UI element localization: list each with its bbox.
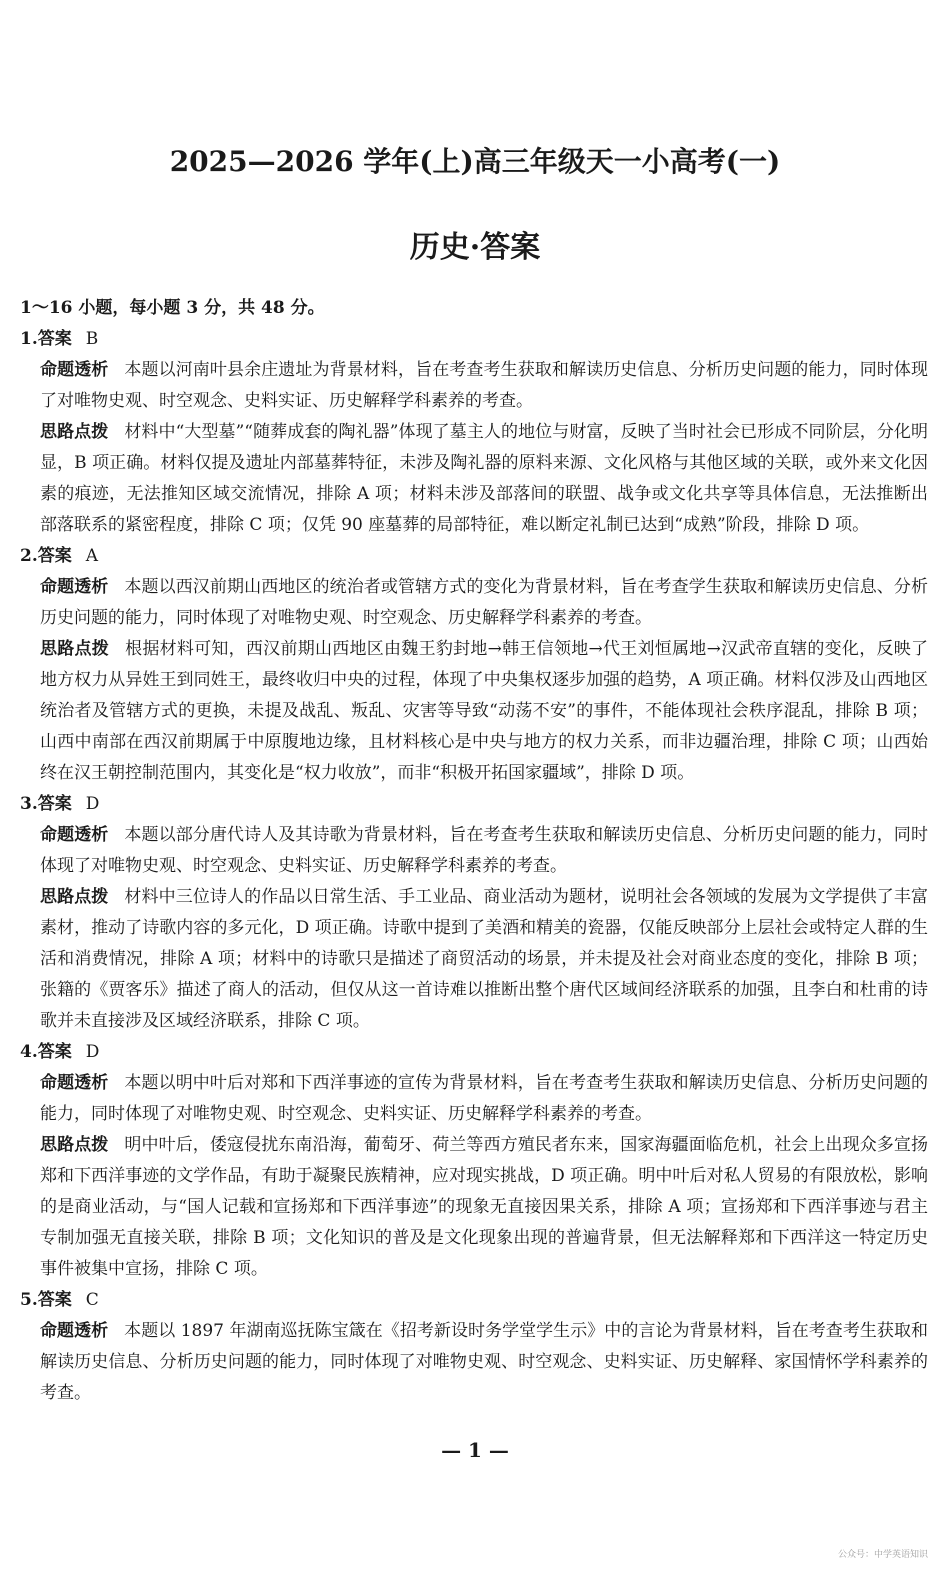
answer-label: 答案 [37, 794, 72, 814]
hint-text: 根据材料可知，西汉前期山西地区由魏王豹封地→韩王信领地→代王刘恒属地→汉武帝直辖的变化，反映了地方权力从异姓王到同姓王，最终收归中央的过程，体现了中央集权逐步加强的趋势，A 项正确。材料仅涉及山西地区统治者及管辖方式的更换，未提及战乱、叛乱、灾害等导致“动荡不安”的事件，不能体现社会秩序混乱，排除 B 项；山西中南部在西汉前期属于中原腹地边缘，且材料核心是中央与地方的权力关系，而非边疆治理，排除 C 项；山西始终在汉王朝控制范围内，其变化是“权力收放”，而非“积极开拓国家疆域”，排除 D 项。 [40, 639, 928, 783]
page-title: 2025—2026 学年(上)高三年级天一小高考(一) [169, 145, 781, 178]
hint-paragraph [20, 882, 928, 1037]
hint-paragraph [20, 1130, 928, 1285]
question-number: 5. [20, 1290, 38, 1310]
question-number: 3. [20, 794, 38, 814]
question-header [20, 541, 928, 572]
answer-letter: D [85, 794, 100, 814]
watermark: 公众号：中学英语知识 [837, 1550, 928, 1560]
answer-label: 答案 [37, 1290, 72, 1310]
question-block [20, 324, 928, 541]
question-block [20, 541, 928, 789]
question-block [20, 1037, 928, 1285]
question-number: 1. [20, 329, 38, 349]
answer-label: 答案 [37, 1042, 72, 1062]
page-number: — 1 — [441, 1438, 509, 1462]
hint-paragraph [20, 417, 928, 541]
answer-content [20, 293, 928, 1409]
question-block [20, 1285, 928, 1409]
hint-text: 明中叶后，倭寇侵扰东南沿海，葡萄牙、荷兰等西方殖民者东来，国家海疆面临危机，社会上出现众多宣扬郑和下西洋事迹的文学作品，有助于凝聚民族精神，应对现实挑战，D 项正确。明中叶后对私人贸易的有限放松，影响的是商业活动，与“国人记载和宣扬郑和下西洋事迹”的现象无直接因果关系，排除 A 项；宣扬郑和下西洋事迹与君主专制加强无直接关联，排除 B 项；文化知识的普及是文化现象出现的普遍背景，但无法解释郑和下西洋这一特定历史事件被集中宣扬，排除 C 项。 [40, 1135, 929, 1279]
analysis-text: 本题以河南叶县余庄遗址为背景材料，旨在考查考生获取和解读历史信息、分析历史问题的能力，同时体现了对唯物史观、时空观念、史料实证、历史解释学科素养的考查。 [40, 360, 929, 411]
analysis-paragraph [20, 1068, 928, 1130]
page-subtitle: 历史·答案 [409, 230, 541, 265]
analysis-paragraph [20, 820, 928, 882]
analysis-text: 本题以 1897 年湖南巡抚陈宝箴在《招考新设时务学堂学生示》中的言论为背景材料，旨在考查考生获取和解读历史信息、分析历史问题的能力，同时体现了对唯物史观、时空观念、史料实证、历史解释、家国情怀学科素养的考查。 [40, 1321, 929, 1403]
question-header [20, 324, 928, 355]
hint-label: 思路点拨 [40, 639, 110, 659]
analysis-label: 命题透析 [40, 360, 109, 380]
hint-text: 材料中“大型墓”“随葬成套的陶礼器”体现了墓主人的地位与财富，反映了当时社会已形成不同阶层，分化明显，B 项正确。材料仅提及遗址内部墓葬特征，未涉及陶礼器的原料来源、文化风格与其他区域的关联，或外来文化因素的痕迹，无法推知区域交流情况，排除 A 项；材料未涉及部落间的联盟、战争或文化共享等具体信息，无法推断出部落联系的紧密程度，排除 C 项；仅凭 90 座墓葬的局部特征，难以断定礼制已达到“成熟”阶段，排除 D 项。 [40, 422, 929, 535]
analysis-label: 命题透析 [40, 825, 109, 845]
analysis-paragraph [20, 1316, 928, 1409]
answer-letter: D [85, 1042, 100, 1062]
hint-label: 思路点拨 [40, 1135, 109, 1155]
analysis-text: 本题以明中叶后对郑和下西洋事迹的宣传为背景材料，旨在考查考生获取和解读历史信息、分析历史问题的能力，同时体现了对唯物史观、时空观念、史料实证、历史解释学科素养的考查。 [40, 1073, 929, 1124]
answer-letter: B [85, 329, 99, 349]
analysis-label: 命题透析 [40, 1321, 109, 1341]
question-number: 4. [20, 1042, 38, 1062]
analysis-paragraph [20, 572, 928, 634]
hint-text: 材料中三位诗人的作品以日常生活、手工业品、商业活动为题材，说明社会各领域的发展为文学提供了丰富素材，推动了诗歌内容的多元化，D 项正确。诗歌中提到了美酒和精美的瓷器，仅能反映部分上层社会或特定人群的生活和消费情况，排除 A 项；材料中的诗歌只是描述了商贸活动的场景，并未提及社会对商业态度的变化，排除 B 项；张籍的《贾客乐》描述了商人的活动，但仅从这一首诗难以推断出整个唐代区域间经济联系的加强，且李白和杜甫的诗歌并未直接涉及区域经济联系，排除 C 项。 [40, 887, 929, 1031]
answer-letter: A [85, 546, 99, 566]
answer-letter: C [85, 1290, 99, 1310]
answer-label: 答案 [37, 329, 72, 349]
question-header [20, 789, 928, 820]
hint-label: 思路点拨 [40, 422, 109, 442]
analysis-label: 命题透析 [40, 1073, 109, 1093]
hint-label: 思路点拨 [40, 887, 109, 907]
question-header [20, 1037, 928, 1068]
analysis-text: 本题以部分唐代诗人及其诗歌为背景材料，旨在考查考生获取和解读历史信息、分析历史问题的能力，同时体现了对唯物史观、时空观念、史料实证、历史解释学科素养的考查。 [40, 825, 929, 876]
scoring-intro: 1～16 小题，每小题 3 分，共 48 分。 [20, 298, 325, 318]
analysis-label: 命题透析 [40, 577, 109, 597]
question-header [20, 1285, 928, 1316]
analysis-text: 本题以西汉前期山西地区的统治者或管辖方式的变化为背景材料，旨在考查学生获取和解读历史信息、分析历史问题的能力，同时体现了对唯物史观、时空观念、历史解释学科素养的考查。 [40, 577, 929, 628]
answer-label: 答案 [37, 546, 72, 566]
hint-paragraph [20, 634, 928, 789]
question-number: 2. [20, 546, 38, 566]
analysis-paragraph [20, 355, 928, 417]
question-block [20, 789, 928, 1037]
